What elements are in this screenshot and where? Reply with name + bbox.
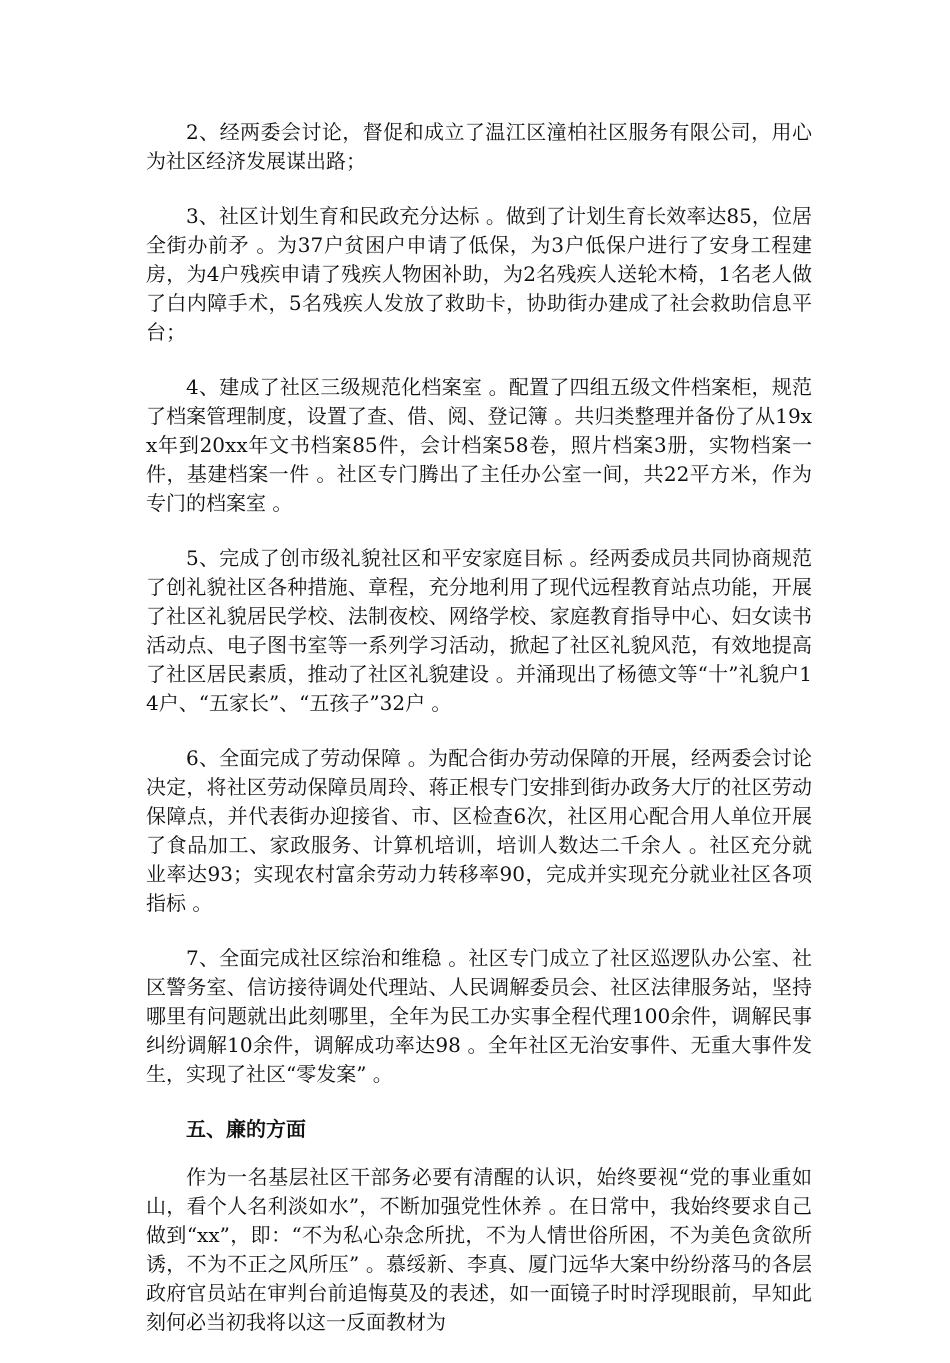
paragraph-item-3: 3、社区计划生育和民政充分达标 。做到了计划生育长效率达85，位居全街办前矛 。为37户贫困户申请了低保，为3户低保户进行了安身工程建房，为4户残疾申请了残疾人物困补助，为2名残疾人送轮木椅，1名老人做了白内障手术，5名残疾人发放了救助卡，协助街办建成了社会救助信息平台； bbox=[146, 204, 812, 344]
paragraph-item-2: 2、经两委会讨论，督促和成立了温江区潼柏社区服务有限公司，用心为社区经济发展谋出路； bbox=[146, 120, 812, 173]
document-page bbox=[146, 118, 812, 1363]
section-heading: 五、廉的方面 bbox=[186, 1117, 306, 1141]
closing-paragraph: 作为一名基层社区干部务必要有清醒的认识，始终要视“党的事业重如山，看个人名利淡如水”，不断加强党性休养 。在日常中，我始终要求自己做到“xx”，即：“不为私心杂念所扰，不为人情世俗所困，不为美色贪欲所诱，不为不正之风所压” 。慕绥新、李真、厦门远华大案中纷纷落马的各层政府官员站在审判台前追悔莫及的表述，如一面镜子时时浮现眼前，早知此刻何必当初我将以这一反面教材为 bbox=[146, 1165, 812, 1334]
paragraph-item-4: 4、建成了社区三级规范化档案室 。配置了四组五级文件档案柜，规范了档案管理制度，设置了查、借、阅、登记簿 。共归类整理并备份了从19xx年到20xx年文书档案85件，会计档案58卷，照片档案3册，实物档案一件，基建档案一件 。社区专门腾出了主任办公室一间，共22平方米，作为专门的档案室 。 bbox=[146, 375, 812, 515]
paragraph-item-5: 5、完成了创市级礼貌社区和平安家庭目标 。经两委成员共同协商规范了创礼貌社区各种措施、章程，充分地利用了现代远程教育站点功能，开展了社区礼貌居民学校、法制夜校、网络学校、家庭教育指导中心、妇女读书活动点、电子图书室等一系列学习活动，掀起了社区礼貌风范，有效地提高了社区居民素质，推动了社区礼貌建设 。并涌现出了杨德文等“十”礼貌户14户、“五家长”、“五孩子”32户 。 bbox=[146, 546, 812, 715]
paragraph-item-7: 7、全面完成社区综治和维稳 。社区专门成立了社区巡逻队办公室、社区警务室、信访接待调处代理站、人民调解委员会、社区法律服务站，坚持哪里有问题就出此刻哪里，全年为民工办实事全程代理100余件，调解民事纠纷调解10余件，调解成功率达98 。全年社区无治安事件、无重大事件发生，实现了社区“零发案” 。 bbox=[146, 946, 812, 1086]
paragraph-item-6: 6、全面完成了劳动保障 。为配合街办劳动保障的开展，经两委会讨论决定，将社区劳动保障员周玲、蒋正根专门安排到街办政务大厅的社区劳动保障点，并代表街办迎接省、市、区检查6次，社区用心配合用人单位开展了食品加工、家政服务、计算机培训，培训人数达二千余人 。社区充分就业率达93；实现农村富余劳动力转移率90，完成并实现充分就业社区各项指标 。 bbox=[146, 746, 812, 915]
